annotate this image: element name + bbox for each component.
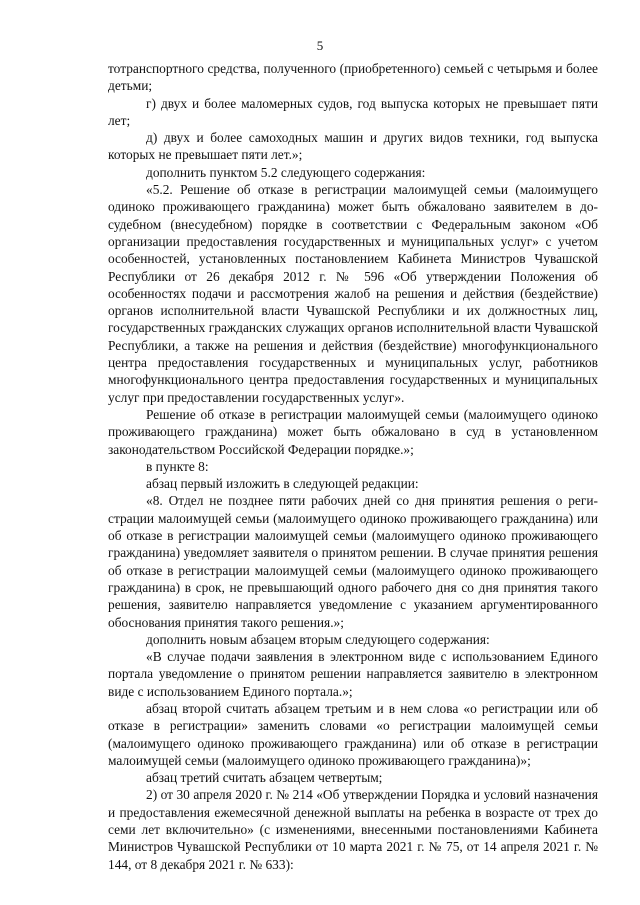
paragraph: абзац третий считать абзацем четвертым; xyxy=(146,770,383,786)
paragraph: «8. Отдел не позднее пяти рабочих дней со дня принятия решения о регистрации малоимущей семьи (малоимущего одиноко проживающего гражданина) или об отказе в регистрации малоимущей семьи (малоимущего одиноко проживающего гражданина) уведомляет заявителя о принятом решении. В случае принятия решения об отказе в регистрации малоимущей семьи (малоимущего одиноко проживающего гражданина) в срок, не превышающий одного рабочего дня со дня принятия такого решения, заявителю направляется уведомление с указанием аргументированного обоснования принятия такого решения.»; xyxy=(108,493,598,630)
paragraph: 2) от 30 апреля 2020 г. № 214 «Об утверждении Порядка и условий назначения и предоставления ежемесячной денежной выплаты на ребенка в возрасте от трех до семи лет включительно» (с изменениями, внесенными постановлениями Кабинета Министров Чувашской Республики от 10 марта 2021 г. № 75, от 14 апреля 2021 г. № 144, от 8 декабря 2021 г. № 633): xyxy=(108,787,598,872)
paragraph: г) двух и более маломерных судов, год выпуска которых не превышает пяти лет; xyxy=(108,95,598,128)
paragraph: Решение об отказе в регистрации малоимущей семьи (малоимущего одиноко проживающего гражданина) может быть обжаловано в суд в установленном законодательством Российской Федерации порядке.»; xyxy=(108,406,598,457)
paragraph: дополнить новым абзацем вторым следующего содержания: xyxy=(146,631,490,647)
paragraph: абзац первый изложить в следующей редакции: xyxy=(146,476,419,492)
paragraph: дополнить пунктом 5.2 следующего содержания: xyxy=(146,164,426,180)
page-number: 5 xyxy=(316,38,324,53)
document-body xyxy=(108,60,598,873)
paragraph: «В случае подачи заявления в электронном виде с использованием Единого портала уведомление о принятом решении направляется заявителю в электронном виде с использованием Единого портала.»; xyxy=(108,649,598,699)
paragraph: д) двух и более самоходных машин и других видов техники, год выпуска которых не превышает пяти лет.»; xyxy=(108,130,598,163)
paragraph: «5.2. Решение об отказе в регистрации малоимущей семьи (малоимущего одиноко проживающего гражданина) может быть обжаловано заявителем в досудебном (внесудебном) порядке в соответствии с Федеральным законом «Об организации предоставления государственных и муниципальных услуг» с учетом особенностей, установленных постановлением Кабинета Министров Чувашской Республики от 26 декабря 2012 г. № 596 «Об утверждении Положения об особенностях подачи и рассмотрения жалоб на решения и действия (бездействие) органов исполнительной власти Чувашской Республики и их должностных лиц, государственных гражданских служащих органов исполнительной власти Чувашской Республики, а также на решения и действия (бездействие) многофункционального центра предоставления государственных и муниципальных услуг, работников многофункционального центра предоставления государственных и муниципальных услуг при предоставлении государственных услуг». xyxy=(108,182,598,405)
paragraph: в пункте 8: xyxy=(146,458,209,474)
paragraph: абзац второй считать абзацем третьим и в нем слова «о регистрации или об отказе в регистрации» заменить словами «о регистрации малоимущей семьи (малоимущего одиноко проживающего гражданина) или об отказе в регистрации малоимущей семьи (малоимущего одиноко проживающего гражданина)»; xyxy=(108,700,598,768)
paragraph: тотранспортного средства, полученного (приобретенного) семьей с четырьмя и более детьми; xyxy=(108,61,598,94)
